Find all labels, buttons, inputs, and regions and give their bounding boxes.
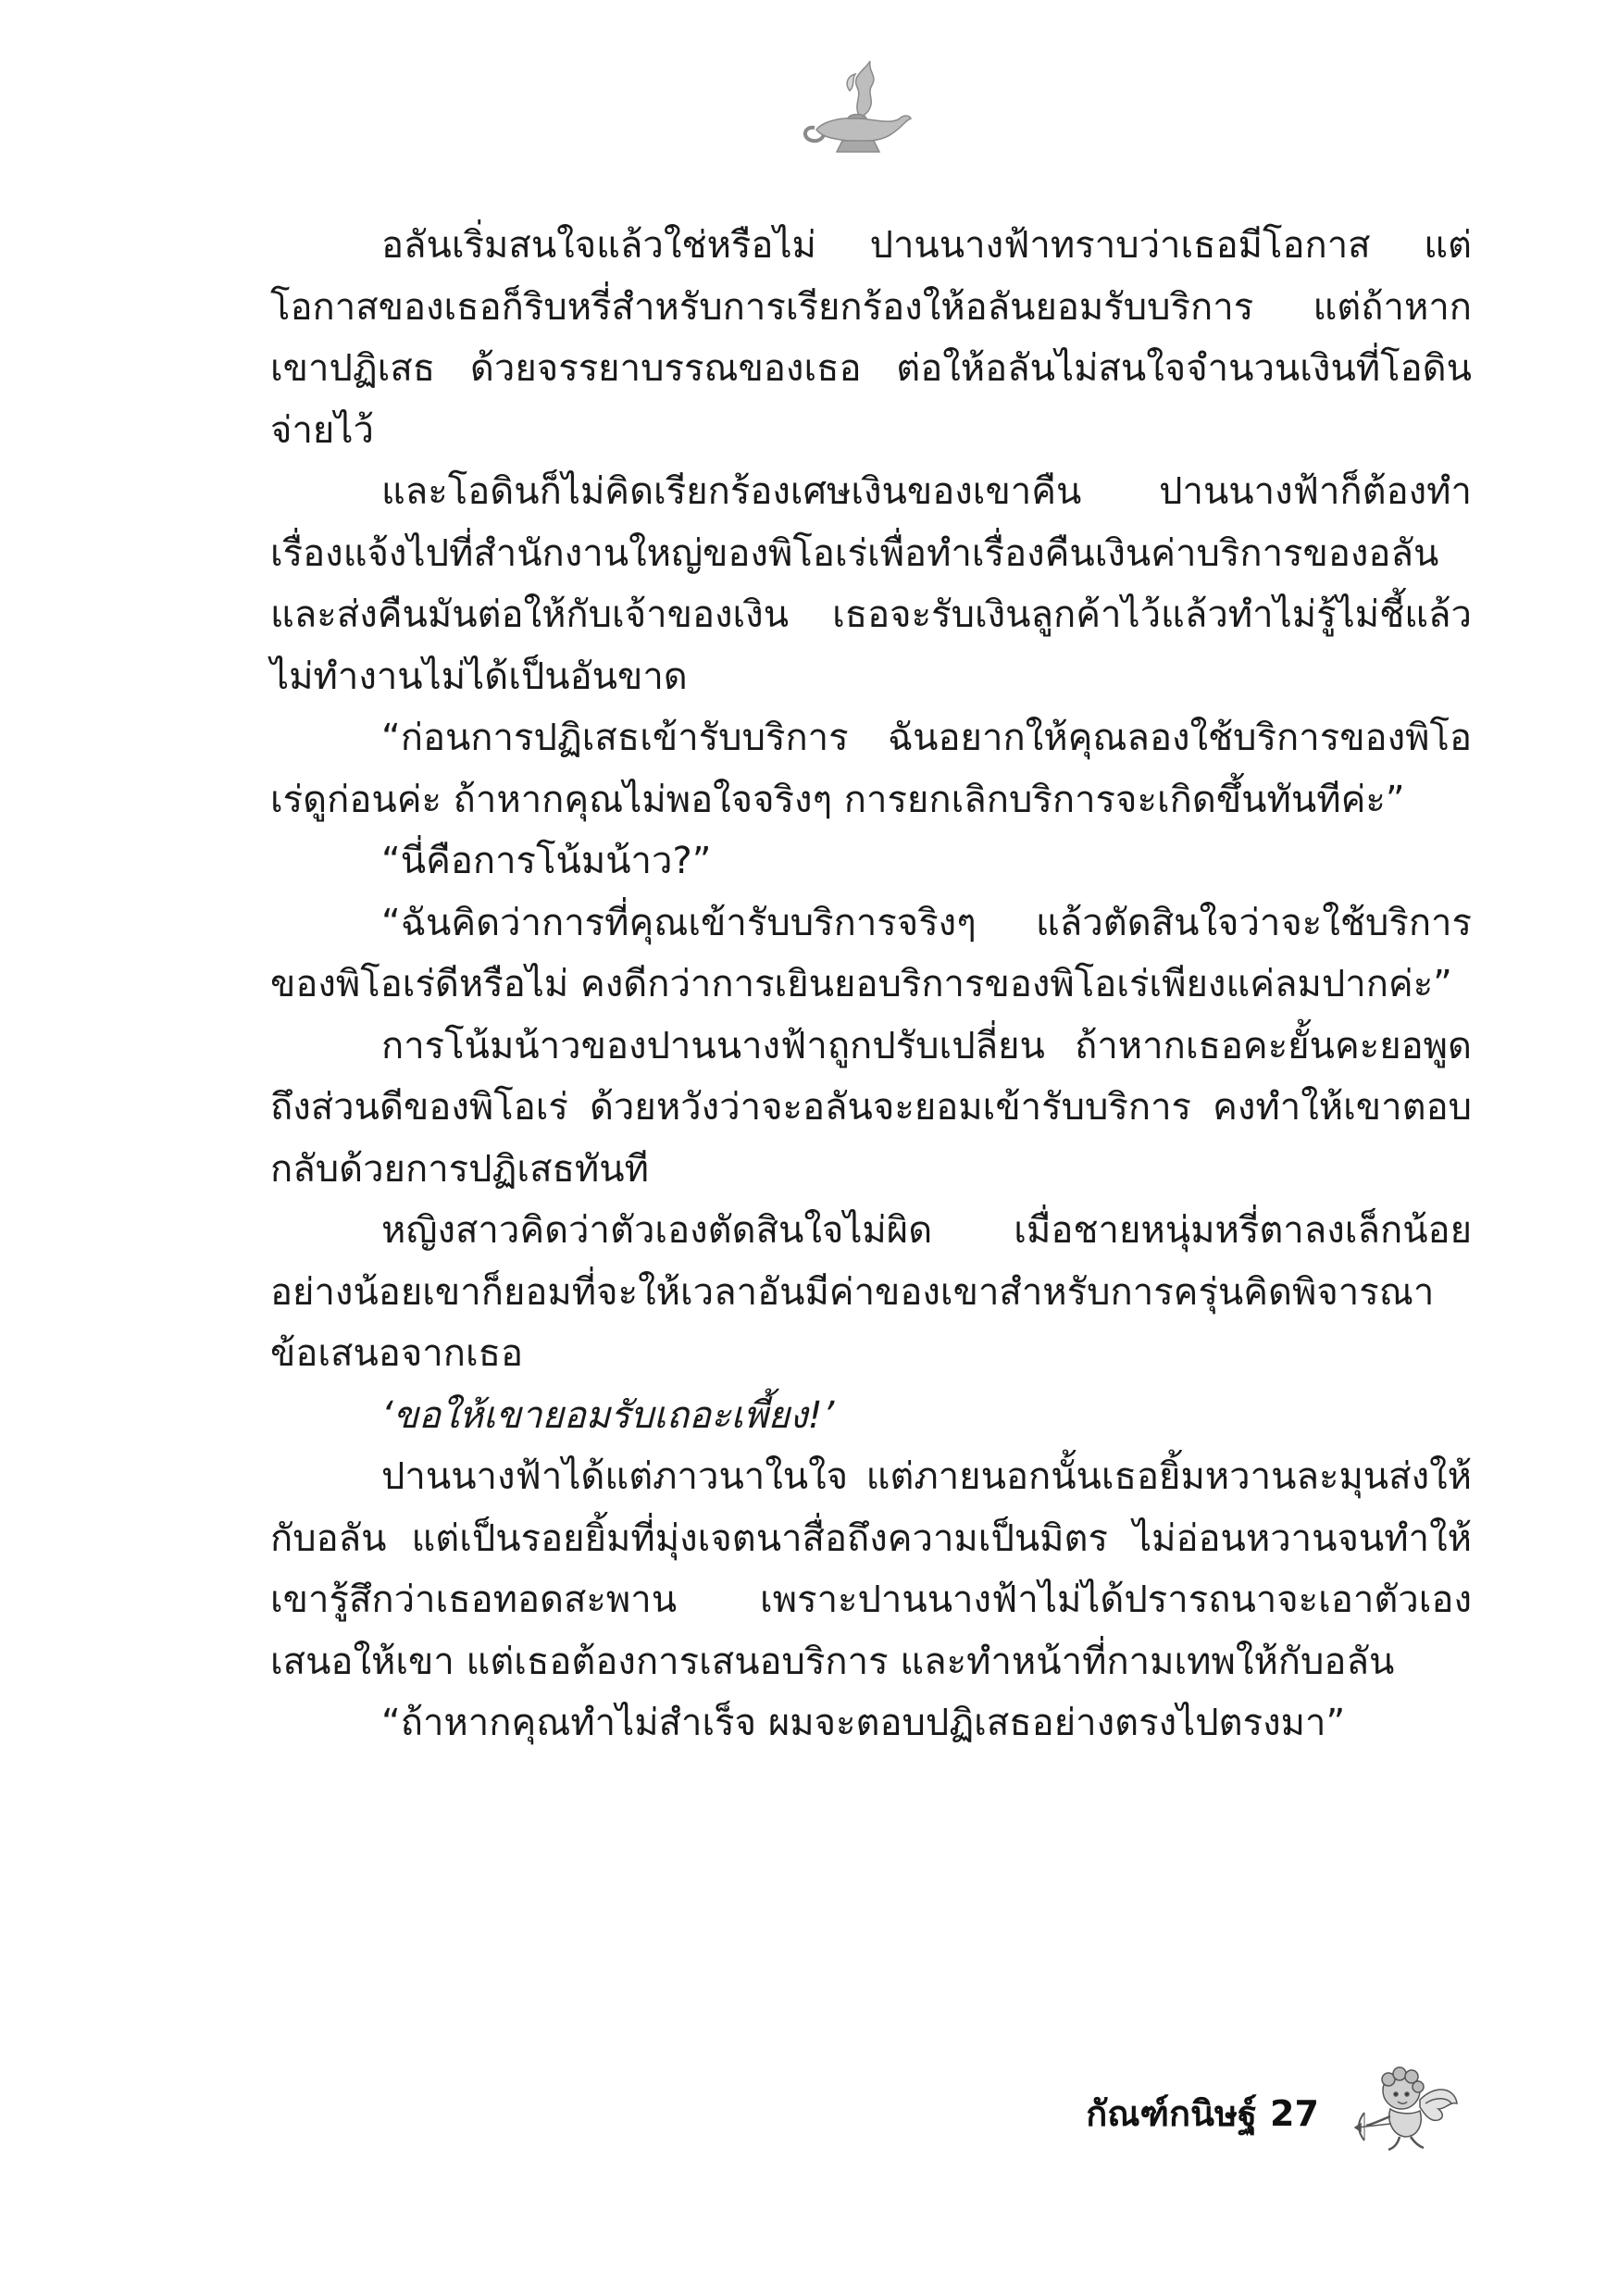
paragraph: “ฉันคิดว่าการที่คุณเข้ารับบริการจริงๆ แล้วตัดสินใจว่าจะใช้บริการของพิโอเร่ดีหรือไม่ คงดีกว่าการเยินยอบริการของพิโอเร่เพียงแค่ลมปากค่ะ” (270, 901, 1472, 1005)
paragraph-thought: ‘ขอให้เขายอมรับเถอะเพี้ยง!’ (381, 1393, 835, 1437)
paragraph: การโน้มน้าวของปานนางฟ้าถูกปรับเปลี่ยน ถ้าหากเธอคะยั้นคะยอพูดถึงส่วนดีของพิโอเร่ ด้วยหวังว่าจะอลันจะยอมเข้ารับบริการ คงทำให้เขาตอบกลับด้วยการปฏิเสธทันที (270, 1024, 1472, 1191)
book-title: กัณฑ์กนิษฐ์ (1086, 2093, 1257, 2134)
cupid-cherub-icon (1353, 2063, 1461, 2155)
paragraph: หญิงสาวคิดว่าตัวเองตัดสินใจไม่ผิด เมื่อชายหนุ่มหรี่ตาลงเล็กน้อยอย่างน้อยเขาก็ยอมที่จะให้เวลาอันมีค่าของเขาสำหรับการครุ่นคิดพิจารณาข้อเสนอจากเธอ (270, 1209, 1472, 1375)
paragraph: อลันเริ่มสนใจแล้วใช่หรือไม่ ปานนางฟ้าทราบว่าเธอมีโอกาส แต่โอกาสของเธอก็ริบหรี่สำหรับการเรียกร้องให้อลันยอมรับบริการ แต่ถ้าหากเขาปฏิเสธ ด้วยจรรยาบรรณของเธอ ต่อให้อลันไม่สนใจจำนวนเงินที่โอดินจ่ายไว้ (270, 224, 1472, 452)
paragraph: และโอดินก็ไม่คิดเรียกร้องเศษเงินของเขาคืน ปานนางฟ้าก็ต้องทำเรื่องแจ้งไปที่สำนักงานใหญ่ของพิโอเร่เพื่อทำเรื่องคืนเงินค่าบริการของอลันและส่งคืนมันต่อให้กับเจ้าของเงิน เธอจะรับเงินลูกค้าไว้แล้วทำไม่รู้ไม่ชี้แล้วไม่ทำงานไม่ได้เป็นอันขาด (270, 470, 1472, 698)
paragraph: “ก่อนการปฏิเสธเข้ารับบริการ ฉันอยากให้คุณลองใช้บริการของพิโอเร่ดูก่อนค่ะ ถ้าหากคุณไม่พอใจจริงๆ การยกเลิกบริการจะเกิดขึ้นทันทีค่ะ” (270, 717, 1472, 821)
body-text (270, 215, 1472, 1754)
paragraph: “ถ้าหากคุณทำไม่สำเร็จ ผมจะตอบปฏิเสธอย่างตรงไปตรงมา” (381, 1702, 1346, 1744)
page-number: 27 (1270, 2093, 1319, 2134)
paragraph: “นี่คือการโน้มน้าว?” (381, 840, 712, 882)
paragraph: ปานนางฟ้าได้แต่ภาวนาในใจ แต่ภายนอกนั้นเธอยิ้มหวานละมุนส่งให้กับอลัน แต่เป็นรอยยิ้มที่มุ่งเจตนาสื่อถึงความเป็นมิตร ไม่อ่อนหวานจนทำให้เขารู้สึกว่าเธอทอดสะพาน เพราะปานนางฟ้าไม่ได้ปรารถนาจะเอาตัวเองเสนอให้เขา แต่เธอต้องการเสนอบริการ และทำหน้าที่กามเทพให้กับอลัน (270, 1455, 1472, 1683)
genie-lamp-icon (796, 54, 916, 165)
